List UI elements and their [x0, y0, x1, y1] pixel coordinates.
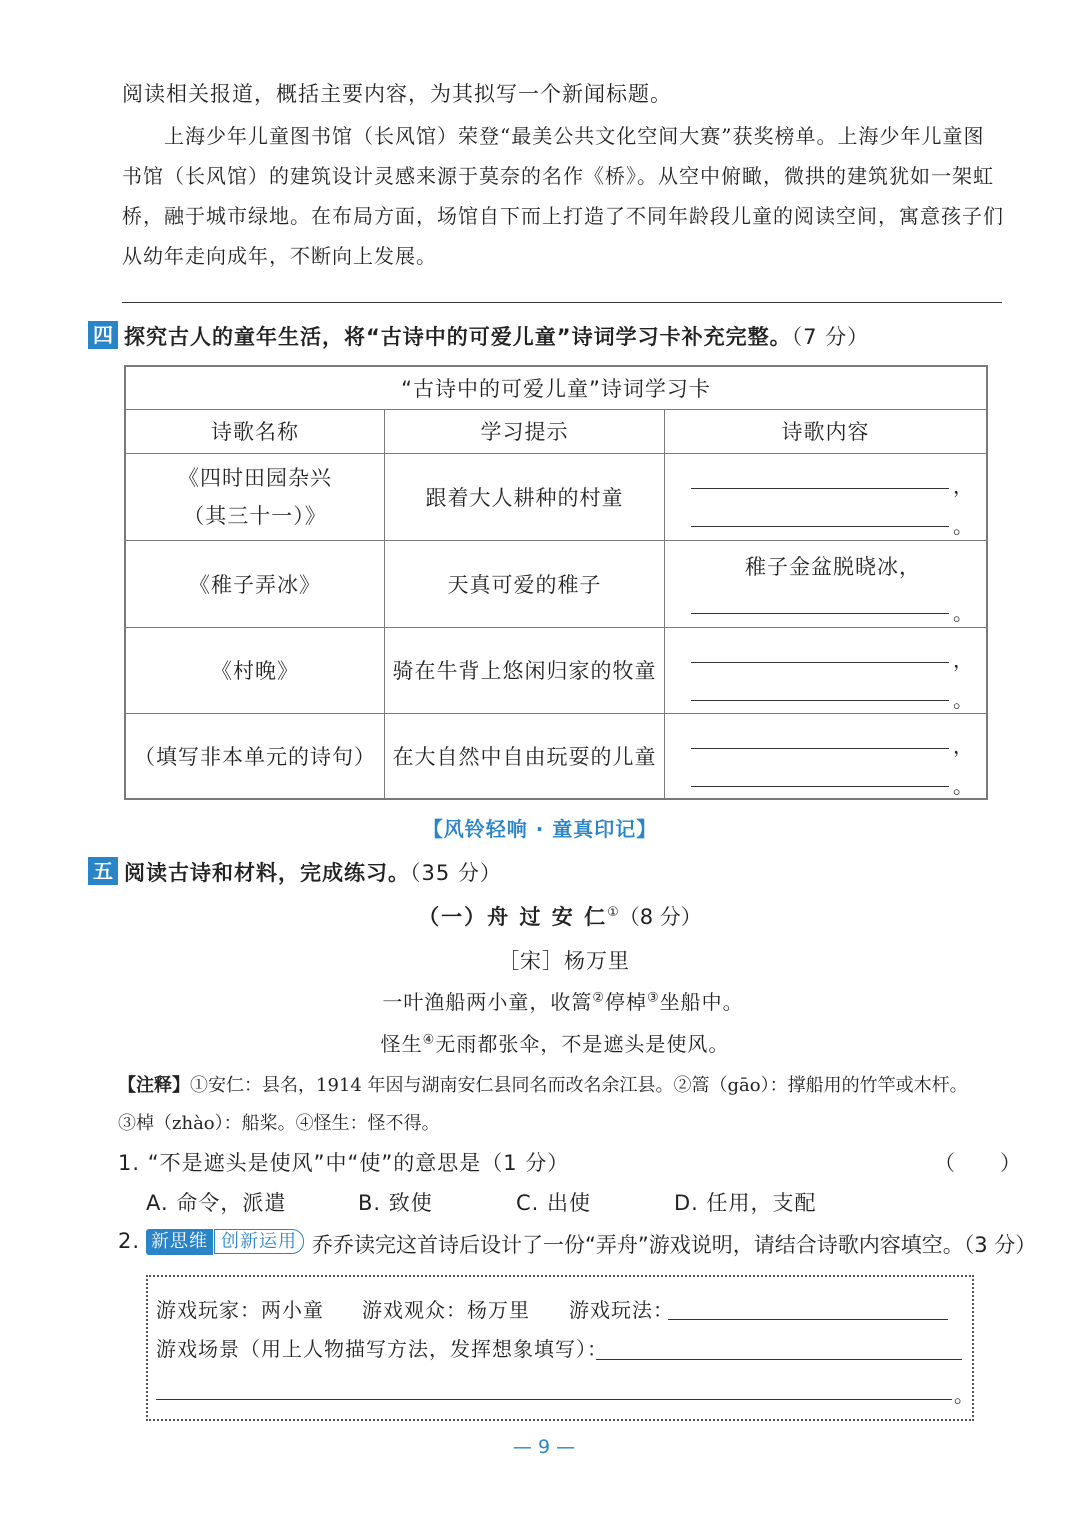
answer-blank[interactable]: [691, 748, 949, 749]
answer-blank[interactable]: [691, 488, 949, 489]
hint-cell: 跟着大人耕种的村童: [385, 453, 665, 540]
section-banner: 【风铃轻响 · 童真印记】: [422, 817, 658, 841]
section-badge: 五: [88, 857, 118, 885]
header-poem-name: 诗歌名称: [125, 409, 385, 453]
option-d[interactable]: D. 任用，支配: [674, 1191, 817, 1215]
poem-text: 停棹: [605, 990, 647, 1014]
content-cell: [665, 540, 988, 627]
note-marker: ②: [592, 990, 605, 1006]
article-line: 从幼年走向成年，不断向上发展。: [122, 244, 437, 268]
period: 。: [953, 773, 974, 798]
tag-innovation: 创新运用: [214, 1229, 304, 1254]
question-2-number: 2.: [118, 1229, 141, 1253]
poem-title: （一）舟 过 安 仁: [418, 905, 608, 929]
question-1: 1. “不是遮头是使风”中“使”的意思是（1 分）: [118, 1151, 570, 1175]
game-players: 游戏玩家：两小童: [156, 1298, 324, 1322]
question-2-text: 乔乔读完这首诗后设计了一份“弄舟”游戏说明，请结合诗歌内容填空。（3 分）: [312, 1233, 1037, 1257]
poem-line: [0, 986, 1080, 1015]
answer-blank[interactable]: [691, 662, 949, 663]
table-row: [125, 453, 987, 540]
instruction-text: 阅读相关报道，概括主要内容，为其拟写一个新闻标题。: [122, 82, 672, 106]
answer-blank[interactable]: [691, 526, 949, 527]
poem-score: （8 分）: [618, 905, 702, 929]
game-scene-label: 游戏场景（用上人物描写方法，发挥想象填写）：: [156, 1337, 608, 1361]
rules-answer-line[interactable]: [668, 1319, 948, 1320]
article-line: 桥，融于城市绿地。在布局方面，场馆自下而上打造了不同年龄段儿童的阅读空间，寓意孩子们: [122, 204, 1004, 228]
game-rules-label: 游戏玩法：: [569, 1298, 674, 1322]
page-number: — 9 —: [512, 1436, 576, 1458]
comma: ，: [953, 733, 974, 758]
content-cell: [665, 453, 988, 540]
game-instructions-box: [146, 1275, 974, 1421]
period: 。: [953, 687, 974, 712]
period: 。: [953, 513, 974, 538]
section-badge: 四: [88, 321, 118, 349]
poem-name-cell: 《稚子弄冰》: [125, 540, 385, 627]
table-row: [125, 713, 987, 799]
poem-text: 一叶渔船两小童，收篙: [382, 990, 593, 1014]
poem-study-card: [124, 365, 988, 800]
notes: [118, 1071, 968, 1097]
poem-author: ［宋］杨万里: [498, 949, 630, 973]
section-score: （35 分）: [410, 861, 502, 885]
hint-cell: 骑在牛背上悠闲归家的牧童: [385, 627, 665, 713]
poem-text: 怪生: [380, 1032, 423, 1056]
poem-line: [0, 1028, 1080, 1057]
header-content: 诗歌内容: [665, 409, 988, 453]
hint-cell: 天真可爱的稚子: [385, 540, 665, 627]
content-cell: [665, 627, 988, 713]
headline-answer-line[interactable]: [122, 302, 1002, 303]
table-row: [125, 627, 987, 713]
poem-text: 无雨都张伞，不是遮头是使风。: [435, 1032, 730, 1056]
game-audience: 游戏观众：杨万里: [362, 1298, 530, 1322]
note-marker: ③: [647, 990, 660, 1006]
section-title-text: 阅读古诗和材料，完成练习。: [124, 861, 410, 885]
poem-line-given: 稚子金盆脱晓冰，: [745, 554, 921, 579]
hint-cell: 在大自然中自由玩耍的儿童: [385, 713, 665, 799]
notes-label: 【注释】: [118, 1075, 190, 1096]
article-line: 上海少年儿童图书馆（长风馆）荣登“最美公共文化空间大赛”获奖榜单。上海少年儿童图: [164, 124, 985, 148]
content-cell: [665, 713, 988, 799]
note-marker: ④: [422, 1032, 436, 1048]
card-title: “古诗中的可爱儿童”诗词学习卡: [125, 366, 987, 409]
poem-name-cell: [125, 453, 385, 540]
section-title: [124, 857, 502, 887]
period: 。: [953, 600, 974, 625]
poem-heading: [0, 901, 1080, 931]
notes-text: ③棹（zhào）：船桨。④怪生：怪不得。: [118, 1113, 440, 1134]
option-b[interactable]: B. 致使: [358, 1191, 433, 1215]
note-marker: ①: [607, 905, 619, 920]
tag-new-thinking: 新思维: [146, 1229, 213, 1255]
comma: ，: [953, 473, 974, 498]
table-row: [125, 540, 987, 627]
article-line: 书馆（长风馆）的建筑设计灵感来源于莫奈的名作《桥》。从空中俯瞰，微拱的建筑犹如一架虹: [122, 164, 994, 188]
poem-text: 坐船中。: [659, 990, 744, 1014]
comma: ，: [953, 647, 974, 672]
answer-blank[interactable]: [691, 786, 949, 787]
option-a[interactable]: A. 命令，派遣: [146, 1191, 287, 1215]
header-hint: 学习提示: [385, 409, 665, 453]
poem-name: 《四时田园杂兴: [178, 465, 332, 490]
poem-name: （其三十一）》: [183, 503, 327, 528]
section-score: （7 分）: [791, 325, 870, 349]
option-c[interactable]: C. 出使: [516, 1191, 592, 1215]
answer-blank[interactable]: [691, 700, 949, 701]
period: 。: [954, 1383, 975, 1407]
notes-text: ①安仁：县名，1914 年因与湖南安仁县同名而改名余江县。②篙（gāo）：撑船用的竹竿或木杆。: [190, 1075, 968, 1096]
poem-name-cell: 《村晚》: [125, 627, 385, 713]
answer-paren[interactable]: （ ）: [934, 1151, 1022, 1175]
scene-answer-line[interactable]: [596, 1359, 962, 1360]
answer-blank[interactable]: [691, 613, 949, 614]
section-title-text: 探究古人的童年生活，将“古诗中的可爱儿童”诗词学习卡补充完整。: [124, 325, 792, 349]
section-title: [124, 321, 869, 351]
poem-name-cell: （填写非本单元的诗句）: [125, 713, 385, 799]
scene-answer-line-2[interactable]: [156, 1399, 952, 1400]
